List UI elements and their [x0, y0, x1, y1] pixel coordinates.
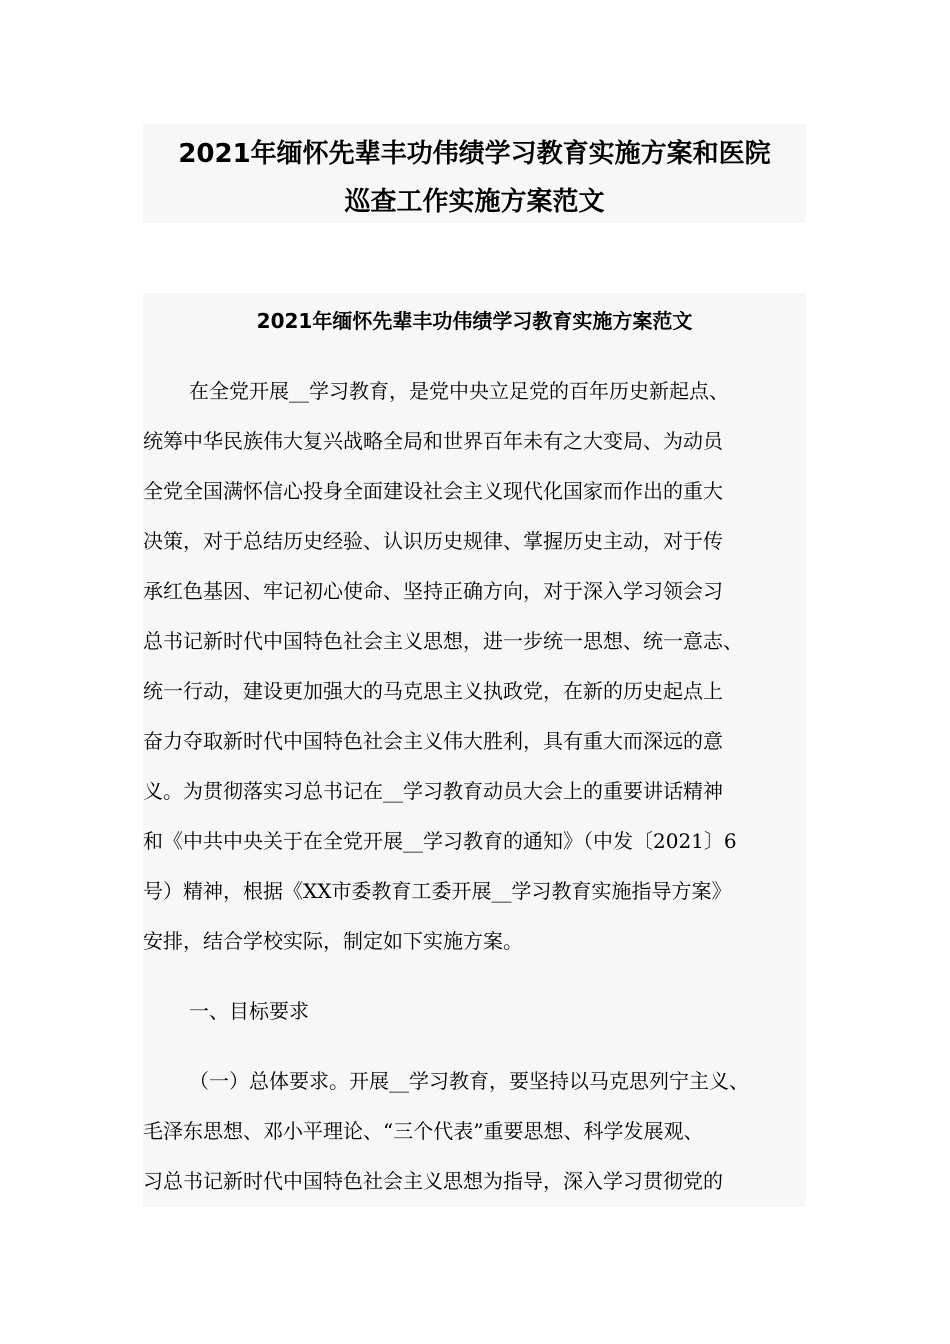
section-heading: 一、目标要求: [189, 999, 309, 1023]
body-line: 统筹中华民族伟大复兴战略全局和世界百年未有之大变局、为动员: [143, 429, 723, 453]
document-title-block: [143, 124, 806, 223]
section-title: 2021年缅怀先辈丰功伟绩学习教育实施方案范文: [256, 309, 693, 333]
body-line: 毛泽东思想、邓小平理论、“三个代表”重要思想、科学发展观、: [143, 1119, 704, 1143]
document-body: [143, 293, 806, 1207]
body-line: 在全党开展__学习教育，是党中央立足党的百年历史新起点、: [189, 379, 729, 403]
body-line: 决策，对于总结历史经验、认识历史规律、掌握历史主动，对于传: [143, 529, 723, 553]
body-line: 号）精神，根据《XX市委教育工委开展__学习教育实施指导方案》: [143, 879, 732, 903]
document-title-line-2: 巡查工作实施方案范文: [344, 187, 605, 217]
document-title-line-1: 2021年缅怀先辈丰功伟绩学习教育实施方案和医院: [178, 139, 771, 169]
body-line: 承红色基因、牢记初心使命、坚持正确方向，对于深入学习领会习: [143, 579, 723, 603]
body-line: 总书记新时代中国特色社会主义思想，进一步统一思想、统一意志、: [143, 629, 743, 653]
body-line: 奋力夺取新时代中国特色社会主义伟大胜利，具有重大而深远的意: [143, 729, 723, 753]
body-line: 义。为贯彻落实习总书记在__学习教育动员大会上的重要讲话精神: [143, 779, 723, 803]
body-line: 全党全国满怀信心投身全面建设社会主义现代化国家而作出的重大: [143, 479, 723, 503]
body-line: 和《中共中央关于在全党开展__学习教育的通知》（中发〔2021〕6: [143, 829, 737, 853]
body-line: 安排，结合学校实际，制定如下实施方案。: [143, 929, 523, 953]
body-line: 统一行动，建设更加强大的马克思主义执政党，在新的历史起点上: [143, 679, 723, 703]
body-line: 习总书记新时代中国特色社会主义思想为指导，深入学习贯彻党的: [143, 1169, 723, 1193]
body-line: （一）总体要求。开展__学习教育，要坚持以马克思列宁主义、: [189, 1069, 749, 1093]
